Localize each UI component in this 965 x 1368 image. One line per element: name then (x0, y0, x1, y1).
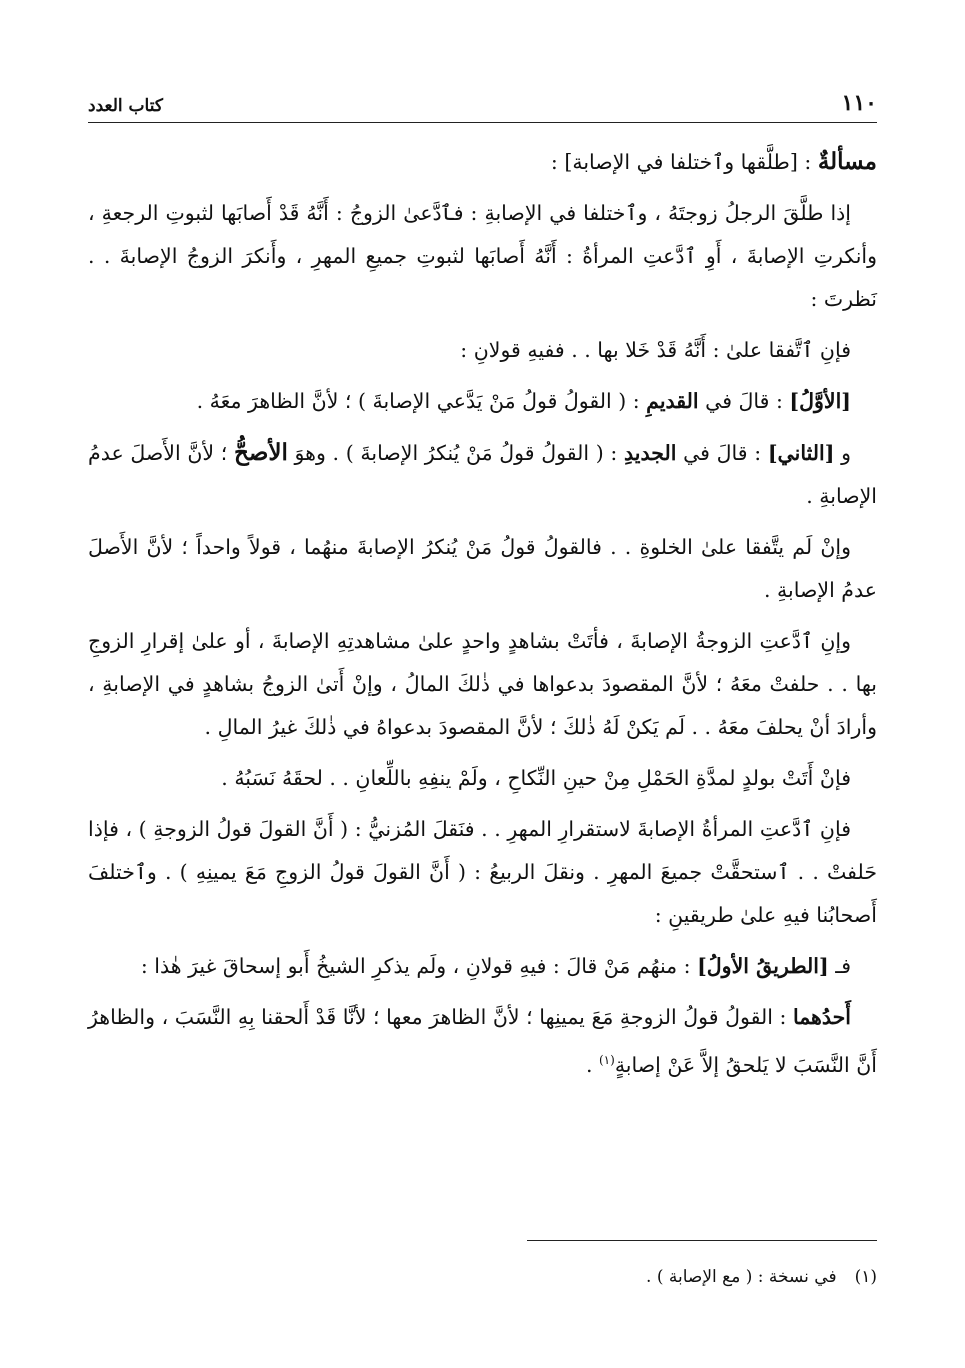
label-one-of-them: أَحدُهما (792, 1005, 851, 1029)
main-text (88, 140, 877, 1095)
section-title-text: [طلَّقها وٱختلفا في الإصابة] : (550, 150, 798, 174)
label-second: [الثاني] (767, 441, 835, 465)
paragraph-1: إذا طلَّقَ الرجلُ زوجتَهُ ، وٱختلفا في الإصابةِ : فٱدَّعىٰ الزوجُ : أَنَّهُ قَدْ أَصابَها لثبوتِ الرجعةِ ، وأنكرتِ الإصابةَ ، أَوِ ٱدَّعتِ المرأةُ : أَنَّهُ أَصابَها لثبوتِ جميعِ المهرِ ، وأَنكرَ الزوجُ الإصابةَ . . نَظرتَ : (88, 201, 877, 311)
paragraph-7: فإنْ أَتَتْ بولدٍ لمدَّةِ الحَمْلِ مِنْ حينِ النِّكاحِ ، ولَمْ ينفِهِ باللِّعانِ . . لحقَهُ نَسَبُهُ . (221, 766, 851, 790)
p4-pre: و (834, 441, 851, 465)
paragraph-6: وإنِ ٱدَّعتِ الزوجةُ الإصابةَ ، فأتَتْ بشاهدٍ واحدٍ علىٰ مشاهدتِهِ الإصابةَ ، أو علىٰ إقرارِ الزوجِ بها . . حلفتْ معَهُ ؛ لأنَّ المقصودَ بدعواها في ذٰلكَ المالُ ، وإنْ أَتىٰ الزوجُ بشاهدٍ في الإصابةِ ، وأرادَ أنْ يحلفَ معَهُ . . لَم يَكنْ لَهُ ذٰلكَ ؛ لأنَّ المقصودَ بدعواهُ في ذٰلكَ غيرُ المالِ . (88, 629, 877, 739)
p3-text: : ( القولُ قولُ مَنْ يَدَّعي الإصابةَ ) ؛ لأنَّ الظاهرَ معَهُ . (196, 389, 647, 413)
header-divider (88, 122, 877, 123)
p4-end: ؛ لأنَّ الأَصلَ عدمُ الإصابةِ . (88, 441, 877, 508)
paragraph-5: وإنْ لَم يتَّفقا علىٰ الخلوةِ . . فالقولُ قولُ مَنْ يُنكرُ الإصابةَ منهُما ، قولاً واحداً ؛ لأنَّ الأَصلَ عدمُ الإصابةِ . (88, 535, 877, 602)
paragraph-8: فإنِ ٱدَّعتِ المرأةُ الإصابةَ لاستقرارِ المهرِ . . فنَقلَ المُزنيُّ : ( أَنَّ القولَ قولُ الزوجةِ ) ، فإذا حَلفتْ . . ٱستحقَّتْ جميعَ المهرِ . ونقلَ الربيعُ : ( أَنَّ القولَ قولُ الزوجِ مَعَ يمينِهِ ) . وٱختلفَ أَصحابُنا فيهِ علىٰ طريقينِ : (88, 817, 877, 927)
paragraph-9 (88, 945, 877, 988)
running-title: كتاب العدد (88, 96, 163, 116)
p9-pre: فـ (828, 954, 851, 978)
section-title (88, 140, 877, 184)
p3-mid: : قالَ في (698, 389, 790, 413)
paragraph-3 (88, 380, 877, 423)
paragraph-4 (88, 431, 877, 518)
paragraph-2: فإنِ ٱتَّفقا علىٰ : أَنَّهُ قَدْ خَلا بها . . ففيهِ قولانِ : (460, 338, 851, 362)
footnote (88, 1262, 877, 1292)
paragraph-10 (88, 996, 877, 1087)
footnote-text: في نسخة : ( مع الإصابة ) . (646, 1267, 837, 1287)
footnote-divider (527, 1240, 877, 1241)
footnote-ref[interactable]: (١) (598, 1053, 615, 1067)
p10-text: : القولُ قولُ الزوجةِ مَعَ يمينِها ؛ لأنَّ الظاهرَ معها ؛ لأنَّا قَدْ أَلحقنا بِهِ النَّسَبَ ، والظاهرُ أَنَّ النَّسَبَ لا يَلحقُ إلاَّ عَنْ إصابةٍ (88, 1005, 877, 1077)
label-old: القديمِ (646, 389, 699, 413)
label-first-way: [الطريقُ الأولُ] (697, 954, 829, 978)
section-title-sep: : (797, 150, 818, 174)
section-title-label: مسألةٌ (817, 148, 877, 175)
p10-end: . (585, 1052, 599, 1077)
p4-text: : ( القولُ قولُ مَنْ يُنكرُ الإصابةَ ) . وهوَ (287, 441, 624, 465)
label-most-correct: الأصحُّ (233, 439, 288, 466)
label-new: الجديدِ (623, 441, 677, 465)
footnote-mark: (١) (854, 1267, 877, 1287)
p9-text: : منهُم مَنْ قالَ : فيهِ قولانِ ، ولَم يذكرِ الشيخُ أَبو إسحاقَ غيرَ هٰذا : (140, 954, 698, 978)
page-header (88, 82, 877, 116)
label-first: [الأوَّلُ] (789, 389, 851, 413)
page-number: ١١٠ (841, 90, 877, 116)
p4-mid: : قالَ في (676, 441, 768, 465)
